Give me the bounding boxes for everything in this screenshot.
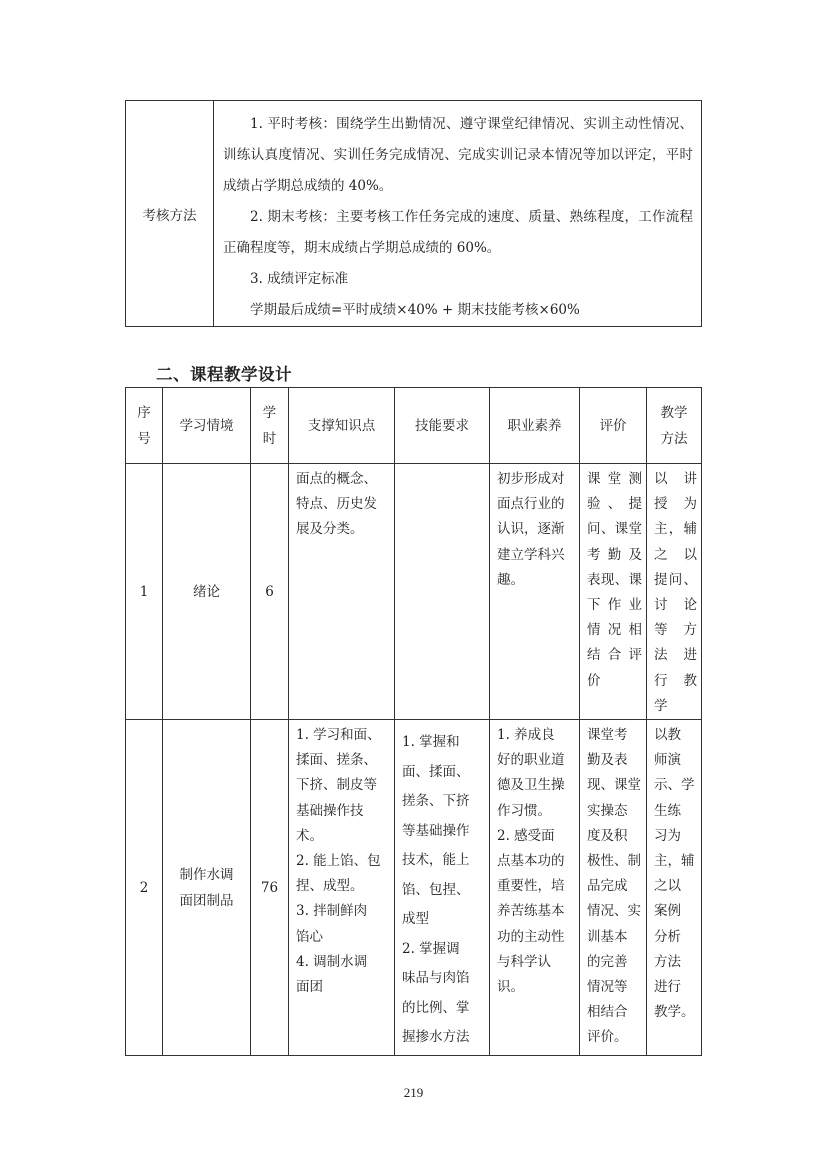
cell-line: 作习惯。 (497, 802, 551, 819)
cell-line: 下 作 业 (587, 597, 642, 614)
cell-line: 下挤、制皮等 (296, 777, 377, 794)
cell-line: 以 讲 (654, 471, 697, 487)
cell-line: 2. 感受面 (497, 827, 555, 844)
cell-line: 价 (587, 672, 601, 689)
row-no: 1 (126, 464, 163, 720)
cell-line: 授 为 (654, 496, 697, 513)
section-title: 二、课程教学设计 (156, 365, 292, 384)
cell-line: 评价。 (587, 1029, 628, 1046)
cell-line: 品完成 (587, 878, 628, 895)
cell-line: 情 况 相 (587, 622, 642, 639)
cell-line: 基础操作技 (296, 802, 364, 819)
assessment-item-2: 2. 期末考核：主要考核工作任务完成的速度、质量、熟练程度，工作流程正确程度等，期末成绩占学期总成绩的 60%。 (223, 209, 693, 256)
cell-line: 点基本功的 (497, 853, 565, 870)
cell-line: 之以 (654, 878, 681, 895)
header-no: 序 号 (126, 388, 163, 464)
cell-line: 技术，能上 (402, 852, 470, 869)
cell-line: 生练 (654, 802, 681, 819)
cell-line: 特点、历史发 (296, 496, 377, 513)
cell-line: 捏、成型。 (296, 878, 364, 895)
cell-line: 表现、课 (587, 571, 642, 588)
cell-line: 行 教 (654, 672, 697, 689)
cell-line: 识。 (497, 979, 524, 996)
cell-line: 好的职业道 (497, 752, 565, 769)
header-situation: 学习情境 (163, 388, 251, 464)
cell-line: 示、学 (654, 777, 695, 794)
assessment-formula: 学期最后成绩=平时成绩×40% + 期末技能考核×60% (250, 302, 580, 318)
cell-line: 馅心 (296, 928, 323, 945)
cell-line: 的比例、掌 (402, 999, 470, 1016)
row-no: 2 (126, 720, 163, 1056)
assessment-table (125, 100, 702, 327)
cell-line: 3. 拌制鲜肉 (296, 903, 368, 920)
cell-line: 1. 养成良 (497, 727, 555, 744)
cell-line: 制作水调 (179, 866, 234, 883)
cell-line: 进行 (654, 979, 681, 996)
cell-line: 师演 (654, 752, 681, 769)
row-hours: 76 (251, 720, 289, 1056)
cell-line: 课 堂 测 (587, 471, 642, 487)
cell-line: 现、课堂 (587, 777, 641, 794)
row-knowledge (289, 720, 395, 1056)
cell-line: 初步形成对 (497, 471, 565, 487)
cell-line: 2. 掌握调 (402, 940, 460, 957)
cell-line: 度及积 (587, 827, 628, 844)
header-method: 教学 方法 (647, 388, 702, 464)
cell-line: 面团制品 (179, 892, 234, 909)
header-evaluation: 评价 (580, 388, 647, 464)
row-evaluation (580, 720, 647, 1056)
cell-line: 2. 能上馅、包 (296, 853, 381, 870)
cell-line: 验 、 提 (587, 496, 642, 513)
row-skills (395, 720, 490, 1056)
cell-line: 勤及表 (587, 752, 628, 769)
cell-line: 养苦练基本 (497, 903, 565, 920)
cell-line: 课堂考 (587, 727, 628, 744)
cell-line: 与科学认 (497, 953, 551, 970)
cell-line: 法 进 (654, 647, 697, 664)
cell-line: 面团 (296, 979, 323, 996)
assessment-label: 考核方法 (126, 101, 214, 327)
cell-line: 实操态 (587, 802, 628, 819)
cell-line: 展及分类。 (296, 521, 364, 538)
cell-line: 分析 (654, 928, 681, 945)
cell-line: 结 合 评 (587, 647, 642, 664)
cell-line: 情况、实 (587, 903, 641, 920)
row-quality (490, 464, 580, 720)
row-evaluation (580, 464, 647, 720)
cell-line: 相结合 (587, 1004, 628, 1021)
cell-line: 功的主动性 (497, 928, 565, 945)
row-knowledge (289, 464, 395, 720)
assessment-content (214, 101, 702, 327)
course-design-table (125, 387, 702, 1056)
assessment-item-1: 1. 平时考核：围绕学生出勤情况、遵守课堂纪律情况、实训主动性情况、训练认真度情况、实训任务完成情况、完成实训记录本情况等加以评定，平时成绩占学期总成绩的 40%。 (223, 116, 693, 194)
cell-line: 面点的概念、 (296, 471, 377, 487)
cell-line: 味品与肉馅 (402, 970, 470, 987)
table-row (126, 464, 702, 720)
cell-line: 面、揉面、 (402, 763, 470, 780)
header-knowledge: 支撑知识点 (289, 388, 395, 464)
cell-line: 建立学科兴 (497, 546, 565, 563)
cell-line: 馅、包捏、 (402, 881, 470, 898)
assessment-item-3: 3. 成绩评定标准 (250, 271, 349, 287)
cell-line: 认识，逐渐 (497, 521, 565, 538)
cell-line: 趣。 (497, 571, 524, 588)
cell-line: 1. 掌握和 (402, 734, 460, 751)
row-hours: 6 (251, 464, 289, 720)
cell-line: 面点行业的 (497, 496, 565, 513)
cell-line: 握掺水方法 (402, 1029, 470, 1046)
row-quality (490, 720, 580, 1056)
cell-line: 等 方 (654, 622, 697, 639)
cell-line: 术。 (296, 827, 323, 844)
row-situation (163, 720, 251, 1056)
cell-line: 问、课堂 (587, 521, 642, 538)
cell-line: 绪论 (193, 583, 220, 600)
cell-line: 训基本 (587, 928, 628, 945)
cell-line: 学 (654, 697, 668, 714)
page-number: 219 (403, 1085, 424, 1100)
cell-line: 搓条、下挤 (402, 793, 470, 810)
row-situation (163, 464, 251, 720)
cell-line: 情况等 (587, 979, 628, 996)
cell-line: 揉面、搓条、 (296, 752, 377, 769)
cell-line: 习为 (654, 827, 681, 844)
header-quality: 职业素养 (490, 388, 580, 464)
cell-line: 以教 (654, 727, 681, 744)
cell-line: 讨 论 (654, 597, 697, 614)
cell-line: 提问、 (654, 571, 697, 588)
cell-line: 教学。 (654, 1004, 695, 1021)
header-row (126, 388, 702, 464)
cell-line: 的完善 (587, 953, 628, 970)
table-row (126, 720, 702, 1056)
cell-line: 主，辅 (654, 853, 695, 870)
cell-line: 重要性，培 (497, 878, 565, 895)
cell-line: 主，辅 (654, 521, 697, 538)
row-method (647, 720, 702, 1056)
cell-line: 案例 (654, 903, 681, 920)
cell-line: 4. 调制水调 (296, 953, 368, 970)
cell-line: 等基础操作 (402, 822, 470, 839)
cell-line: 德及卫生操 (497, 777, 565, 794)
cell-line: 之 以 (654, 546, 697, 563)
header-hours: 学 时 (251, 388, 289, 464)
cell-line: 考 勤 及 (587, 546, 642, 563)
cell-line: 方法 (654, 953, 681, 970)
cell-line: 1. 学习和面、 (296, 727, 381, 744)
cell-line: 极性、制 (587, 853, 641, 870)
cell-line: 成型 (402, 911, 429, 928)
row-method (647, 464, 702, 720)
row-skills (395, 464, 490, 720)
header-skills: 技能要求 (395, 388, 490, 464)
